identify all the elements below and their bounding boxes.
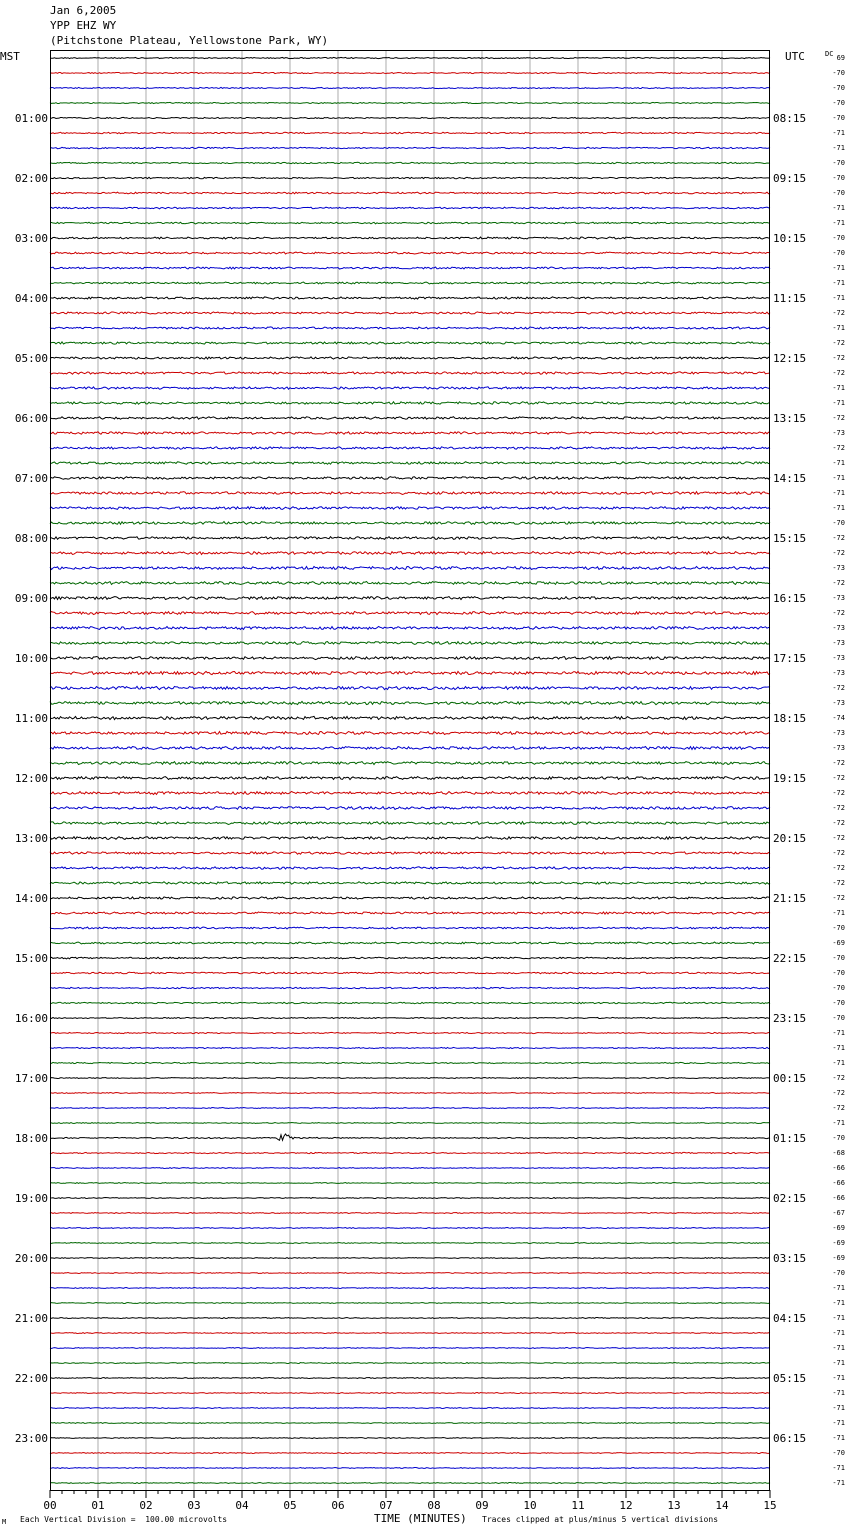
left-hour-label: 19:00 bbox=[14, 1192, 48, 1205]
dc-offset-label: -71 bbox=[832, 294, 845, 302]
x-tick-label: 08 bbox=[427, 1499, 441, 1512]
right-hour-label: 11:15 bbox=[773, 292, 807, 305]
left-hour-label: 14:00 bbox=[14, 892, 48, 905]
trace-40 bbox=[50, 656, 770, 659]
dc-offset-label: -70 bbox=[832, 174, 845, 182]
right-hour-label: 10:15 bbox=[773, 232, 807, 245]
left-hour-label: 23:00 bbox=[14, 1432, 48, 1445]
dc-offset-label: -71 bbox=[832, 1314, 845, 1322]
trace-71 bbox=[50, 1122, 770, 1123]
right-hour-label: 03:15 bbox=[773, 1252, 807, 1265]
dc-offset-label: -72 bbox=[832, 309, 845, 317]
header-station: YPP EHZ WY bbox=[50, 19, 117, 32]
trace-64 bbox=[50, 1017, 770, 1018]
trace-38 bbox=[50, 626, 770, 629]
right-hour-label: 00:15 bbox=[773, 1072, 807, 1085]
x-tick-label: 00 bbox=[43, 1499, 57, 1512]
dc-offset-label: -71 bbox=[832, 219, 845, 227]
dc-offset-label: -72 bbox=[832, 774, 845, 782]
dc-offset-label: -70 bbox=[832, 1449, 845, 1457]
dc-offset-label: -71 bbox=[832, 1479, 845, 1487]
trace-76 bbox=[50, 1198, 770, 1199]
dc-offset-label: -72 bbox=[832, 339, 845, 347]
trace-12 bbox=[50, 237, 770, 239]
dc-offset-label: -71 bbox=[832, 1059, 845, 1067]
dc-offset-label: -66 bbox=[832, 1194, 845, 1202]
x-tick-label: 09 bbox=[475, 1499, 489, 1512]
dc-offset-label: -73 bbox=[832, 429, 845, 437]
right-hour-label: 01:15 bbox=[773, 1132, 807, 1145]
trace-92 bbox=[50, 1438, 770, 1439]
dc-offset-label: -71 bbox=[832, 1344, 845, 1352]
trace-82 bbox=[50, 1287, 770, 1288]
trace-49 bbox=[50, 791, 770, 794]
trace-36 bbox=[50, 597, 770, 600]
trace-43 bbox=[50, 701, 770, 704]
dc-offset-label: -72 bbox=[832, 414, 845, 422]
x-tick-label: 14 bbox=[715, 1499, 729, 1512]
dc-offset-label: -71 bbox=[832, 1419, 845, 1427]
dc-offset-label: -71 bbox=[832, 1029, 845, 1037]
dc-offset-label: -66 bbox=[832, 1164, 845, 1172]
seismic-traces bbox=[50, 57, 770, 1483]
dc-offset-label: -72 bbox=[832, 549, 845, 557]
dc-offset-label: -72 bbox=[832, 789, 845, 797]
right-hour-label: 19:15 bbox=[773, 772, 807, 785]
dc-offset-label: -72 bbox=[832, 759, 845, 767]
trace-84 bbox=[50, 1317, 770, 1318]
trace-15 bbox=[50, 282, 770, 284]
right-hour-label: 13:15 bbox=[773, 412, 807, 425]
trace-31 bbox=[50, 522, 770, 525]
dc-offset-label: -71 bbox=[832, 909, 845, 917]
trace-86 bbox=[50, 1347, 770, 1348]
trace-28 bbox=[50, 477, 770, 480]
dc-offset-label: -72 bbox=[832, 834, 845, 842]
dc-offset-label: -71 bbox=[832, 1119, 845, 1127]
dc-offset-label: -68 bbox=[832, 1149, 845, 1157]
trace-20 bbox=[50, 357, 770, 359]
header-location: (Pitchstone Plateau, Yellowstone Park, WY) bbox=[50, 34, 329, 47]
trace-95 bbox=[50, 1482, 770, 1483]
left-hour-label: 12:00 bbox=[14, 772, 48, 785]
dc-offset-label: -70 bbox=[832, 69, 845, 77]
trace-22 bbox=[50, 387, 770, 390]
right-axis-title: UTC bbox=[785, 50, 805, 63]
trace-52 bbox=[50, 837, 770, 840]
dc-offset-label: -73 bbox=[832, 744, 845, 752]
dc-offset-label: -73 bbox=[832, 624, 845, 632]
x-tick-label: 01 bbox=[91, 1499, 105, 1512]
trace-53 bbox=[50, 852, 770, 854]
dc-offset-label: -72 bbox=[832, 1074, 845, 1082]
dc-offset-label: -73 bbox=[832, 639, 845, 647]
trace-57 bbox=[50, 912, 770, 914]
trace-70 bbox=[50, 1108, 770, 1109]
dc-offset-label: -72 bbox=[832, 369, 845, 377]
dc-offset-label: -70 bbox=[832, 984, 845, 992]
axis-labels bbox=[15, 54, 845, 1512]
right-hour-label: 23:15 bbox=[773, 1012, 807, 1025]
trace-5 bbox=[50, 132, 770, 133]
dc-offset-label: -70 bbox=[832, 1134, 845, 1142]
dc-offset-label: -71 bbox=[832, 1404, 845, 1412]
dc-offset-label: -74 bbox=[832, 714, 845, 722]
dc-offset-label: -71 bbox=[832, 1374, 845, 1382]
trace-16 bbox=[50, 297, 770, 299]
trace-65 bbox=[50, 1032, 770, 1033]
left-hour-label: 20:00 bbox=[14, 1252, 48, 1265]
trace-77 bbox=[50, 1213, 770, 1214]
trace-41 bbox=[50, 671, 770, 674]
trace-10 bbox=[50, 207, 770, 209]
right-hour-label: 06:15 bbox=[773, 1432, 807, 1445]
dc-offset-label: -71 bbox=[832, 399, 845, 407]
trace-7 bbox=[50, 162, 770, 164]
left-hour-label: 15:00 bbox=[14, 952, 48, 965]
dc-offset-label: -70 bbox=[832, 234, 845, 242]
dc-offset-label: -71 bbox=[832, 1329, 845, 1337]
dc-offset-label: -69 bbox=[832, 1254, 845, 1262]
left-hour-label: 22:00 bbox=[14, 1372, 48, 1385]
trace-39 bbox=[50, 642, 770, 645]
trace-23 bbox=[50, 402, 770, 404]
trace-66 bbox=[50, 1047, 770, 1048]
trace-75 bbox=[50, 1182, 770, 1183]
left-hour-label: 09:00 bbox=[14, 592, 48, 605]
dc-offset-label: -69 bbox=[832, 1239, 845, 1247]
trace-9 bbox=[50, 192, 770, 194]
right-hour-label: 09:15 bbox=[773, 172, 807, 185]
trace-37 bbox=[50, 612, 770, 615]
dc-offset-label: -72 bbox=[832, 684, 845, 692]
dc-offset-label: -71 bbox=[832, 1284, 845, 1292]
left-hour-label: 10:00 bbox=[14, 652, 48, 665]
trace-30 bbox=[50, 507, 770, 510]
trace-68 bbox=[50, 1077, 770, 1078]
dc-offset-label: -69 bbox=[832, 1224, 845, 1232]
trace-90 bbox=[50, 1408, 770, 1409]
trace-48 bbox=[50, 777, 770, 780]
dc-offset-label: -70 bbox=[832, 84, 845, 92]
dc-offset-label: -72 bbox=[832, 819, 845, 827]
dc-offset-label: -71 bbox=[832, 1389, 845, 1397]
trace-80 bbox=[50, 1257, 770, 1258]
dc-offset-label: -70 bbox=[832, 1269, 845, 1277]
trace-78 bbox=[50, 1228, 770, 1229]
dc-offset-label: -72 bbox=[832, 894, 845, 902]
trace-54 bbox=[50, 867, 770, 870]
right-hour-label: 22:15 bbox=[773, 952, 807, 965]
trace-2 bbox=[50, 87, 770, 88]
left-hour-label: 02:00 bbox=[14, 172, 48, 185]
x-tick-label: 13 bbox=[667, 1499, 681, 1512]
right-hour-label: 12:15 bbox=[773, 352, 807, 365]
left-axis-title: MST bbox=[0, 50, 20, 63]
dc-offset-label: -71 bbox=[832, 1434, 845, 1442]
grid-lines bbox=[98, 50, 722, 1490]
left-hour-label: 07:00 bbox=[14, 472, 48, 485]
scale-note: Each Vertical Division = 100.00 microvolts bbox=[20, 1515, 228, 1524]
right-hour-label: 08:15 bbox=[773, 112, 807, 125]
trace-55 bbox=[50, 882, 770, 884]
left-hour-label: 17:00 bbox=[14, 1072, 48, 1085]
trace-61 bbox=[50, 972, 770, 974]
dc-offset-label: -71 bbox=[832, 204, 845, 212]
dc-offset-label: -71 bbox=[832, 279, 845, 287]
dc-offset-label: -70 bbox=[832, 924, 845, 932]
dc-offset-label: -66 bbox=[832, 1179, 845, 1187]
dc-offset-label: -72 bbox=[832, 1089, 845, 1097]
x-tick-label: 11 bbox=[571, 1499, 585, 1512]
trace-29 bbox=[50, 492, 770, 495]
trace-42 bbox=[50, 686, 770, 689]
x-axis-label: TIME (MINUTES) bbox=[374, 1512, 467, 1525]
x-tick-label: 12 bbox=[619, 1499, 633, 1512]
x-tick-label: 02 bbox=[139, 1499, 153, 1512]
trace-11 bbox=[50, 222, 770, 224]
right-hour-label: 04:15 bbox=[773, 1312, 807, 1325]
trace-17 bbox=[50, 312, 770, 314]
dc-offset-label: -72 bbox=[832, 444, 845, 452]
trace-1 bbox=[50, 72, 770, 73]
trace-72 bbox=[50, 1134, 770, 1140]
trace-87 bbox=[50, 1363, 770, 1364]
plot-frame bbox=[51, 51, 770, 1491]
trace-14 bbox=[50, 267, 770, 269]
dc-offset-label: 69 bbox=[836, 54, 845, 62]
right-hour-label: 15:15 bbox=[773, 532, 807, 545]
dc-offset-label: -70 bbox=[832, 159, 845, 167]
left-hour-label: 08:00 bbox=[14, 532, 48, 545]
trace-91 bbox=[50, 1422, 770, 1423]
trace-35 bbox=[50, 581, 770, 584]
x-tick-label: 07 bbox=[379, 1499, 393, 1512]
dc-offset-label: -72 bbox=[832, 1104, 845, 1112]
dc-offset-label: -72 bbox=[832, 849, 845, 857]
dc-offset-label: -70 bbox=[832, 999, 845, 1007]
left-hour-label: 04:00 bbox=[14, 292, 48, 305]
trace-74 bbox=[50, 1168, 770, 1169]
footer-mark: M bbox=[2, 1518, 7, 1526]
trace-58 bbox=[50, 927, 770, 929]
x-tick-label: 15 bbox=[763, 1499, 777, 1512]
trace-73 bbox=[50, 1152, 770, 1153]
dc-offset-label: -73 bbox=[832, 699, 845, 707]
dc-offset-label: -71 bbox=[832, 129, 845, 137]
trace-59 bbox=[50, 942, 770, 944]
dc-offset-label: -73 bbox=[832, 669, 845, 677]
dc-offset-label: -71 bbox=[832, 459, 845, 467]
right-hour-label: 21:15 bbox=[773, 892, 807, 905]
trace-32 bbox=[50, 537, 770, 540]
left-hour-label: 16:00 bbox=[14, 1012, 48, 1025]
dc-offset-label: -73 bbox=[832, 594, 845, 602]
trace-63 bbox=[50, 1002, 770, 1003]
trace-3 bbox=[50, 102, 770, 103]
dc-offset-label: -69 bbox=[832, 939, 845, 947]
trace-0 bbox=[50, 57, 770, 58]
right-hour-label: 18:15 bbox=[773, 712, 807, 725]
trace-8 bbox=[50, 177, 770, 178]
trace-25 bbox=[50, 432, 770, 434]
dc-offset-label: -70 bbox=[832, 114, 845, 122]
left-hour-label: 13:00 bbox=[14, 832, 48, 845]
trace-18 bbox=[50, 327, 770, 329]
dc-offset-label: -72 bbox=[832, 354, 845, 362]
header-date: Jan 6,2005 bbox=[50, 4, 117, 17]
dc-offset-label: -70 bbox=[832, 249, 845, 257]
right-hour-label: 16:15 bbox=[773, 592, 807, 605]
x-tick-label: 03 bbox=[187, 1499, 201, 1512]
trace-13 bbox=[50, 252, 770, 254]
x-tick-label: 10 bbox=[523, 1499, 537, 1512]
trace-88 bbox=[50, 1378, 770, 1379]
trace-89 bbox=[50, 1393, 770, 1394]
trace-24 bbox=[50, 417, 770, 420]
trace-50 bbox=[50, 806, 770, 809]
left-hour-label: 18:00 bbox=[14, 1132, 48, 1145]
dc-offset-label: -72 bbox=[832, 864, 845, 872]
left-hour-label: 05:00 bbox=[14, 352, 48, 365]
x-tick-label: 06 bbox=[331, 1499, 345, 1512]
dc-offset-label: -71 bbox=[832, 1464, 845, 1472]
trace-47 bbox=[50, 762, 770, 765]
right-hour-label: 17:15 bbox=[773, 652, 807, 665]
dc-offset-label: -72 bbox=[832, 609, 845, 617]
trace-67 bbox=[50, 1062, 770, 1063]
dc-offset-label: -71 bbox=[832, 504, 845, 512]
dc-offset-label: -72 bbox=[832, 579, 845, 587]
dc-offset-label: -72 bbox=[832, 534, 845, 542]
trace-19 bbox=[50, 342, 770, 344]
x-tick-label: 05 bbox=[283, 1499, 297, 1512]
clip-note: Traces clipped at plus/minus 5 vertical divisions bbox=[482, 1515, 719, 1524]
trace-44 bbox=[50, 716, 770, 719]
dc-title: DC bbox=[825, 50, 834, 58]
dc-offset-label: -71 bbox=[832, 144, 845, 152]
dc-offset-label: -71 bbox=[832, 1359, 845, 1367]
dc-offset-label: -71 bbox=[832, 1299, 845, 1307]
dc-offset-label: -67 bbox=[832, 1209, 845, 1217]
dc-offset-label: -70 bbox=[832, 969, 845, 977]
left-hour-label: 01:00 bbox=[14, 112, 48, 125]
trace-34 bbox=[50, 567, 770, 570]
trace-60 bbox=[50, 957, 770, 959]
dc-offset-label: -70 bbox=[832, 189, 845, 197]
trace-26 bbox=[50, 447, 770, 449]
right-hour-label: 14:15 bbox=[773, 472, 807, 485]
trace-33 bbox=[50, 552, 770, 555]
dc-offset-label: -71 bbox=[832, 489, 845, 497]
dc-offset-label: -71 bbox=[832, 384, 845, 392]
dc-offset-label: -72 bbox=[832, 804, 845, 812]
dc-offset-label: -73 bbox=[832, 564, 845, 572]
trace-45 bbox=[50, 732, 770, 735]
trace-85 bbox=[50, 1333, 770, 1334]
left-hour-label: 06:00 bbox=[14, 412, 48, 425]
trace-6 bbox=[50, 147, 770, 148]
right-hour-label: 05:15 bbox=[773, 1372, 807, 1385]
trace-62 bbox=[50, 987, 770, 989]
dc-offset-label: -71 bbox=[832, 324, 845, 332]
trace-83 bbox=[50, 1303, 770, 1304]
trace-93 bbox=[50, 1452, 770, 1453]
dc-offset-label: -70 bbox=[832, 99, 845, 107]
trace-27 bbox=[50, 462, 770, 465]
trace-81 bbox=[50, 1273, 770, 1274]
dc-offset-label: -71 bbox=[832, 264, 845, 272]
x-tick-label: 04 bbox=[235, 1499, 249, 1512]
dc-offset-label: -73 bbox=[832, 729, 845, 737]
trace-69 bbox=[50, 1093, 770, 1094]
right-hour-label: 02:15 bbox=[773, 1192, 807, 1205]
dc-offset-label: -70 bbox=[832, 519, 845, 527]
trace-4 bbox=[50, 117, 770, 118]
trace-56 bbox=[50, 897, 770, 899]
right-hour-label: 20:15 bbox=[773, 832, 807, 845]
trace-51 bbox=[50, 822, 770, 825]
dc-offset-label: -70 bbox=[832, 1014, 845, 1022]
trace-94 bbox=[50, 1468, 770, 1469]
dc-offset-label: -73 bbox=[832, 654, 845, 662]
trace-79 bbox=[50, 1243, 770, 1244]
dc-offset-label: -71 bbox=[832, 474, 845, 482]
dc-offset-label: -72 bbox=[832, 879, 845, 887]
trace-46 bbox=[50, 746, 770, 749]
dc-offset-label: -71 bbox=[832, 1044, 845, 1052]
trace-21 bbox=[50, 372, 770, 374]
left-hour-label: 11:00 bbox=[14, 712, 48, 725]
left-hour-label: 03:00 bbox=[14, 232, 48, 245]
dc-offset-label: -70 bbox=[832, 954, 845, 962]
left-hour-label: 21:00 bbox=[14, 1312, 48, 1325]
